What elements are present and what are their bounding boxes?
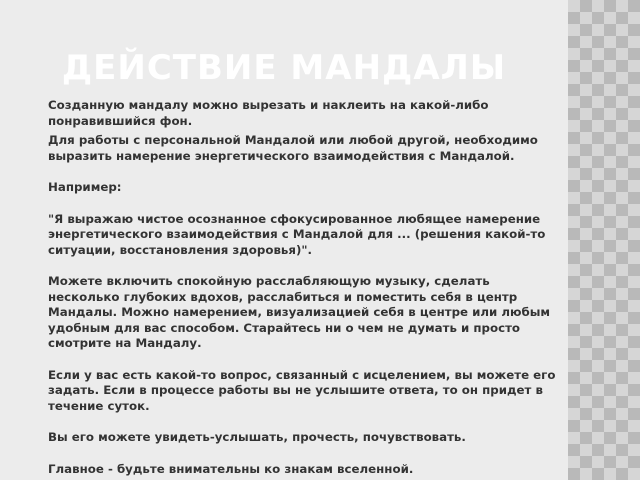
paragraph-music: Можете включить спокойную расслабляющую музыку, сделать несколько глубоких вдохов, расслабиться и поместить себя в центр Мандалы. Можно намерением, визуализацией себя в центре или любым удобным для вас способом. Старайтесь ни о чем не думать и просто смотрите на Мандалу. xyxy=(48,274,551,350)
paragraph-question: Если у вас есть какой-то вопрос, связанный с исцелением, вы можете его задать. Если в процессе работы вы не услышите ответа, то он придет в течение суток. xyxy=(48,367,556,413)
paragraph-main: Главное - будьте внимательны ко знакам вселенной. xyxy=(48,461,414,476)
decorative-side-pattern xyxy=(568,0,640,480)
paragraph-1: Созданную мандалу можно вырезать и наклеить на какой-либо понравившийся фон. xyxy=(48,98,489,128)
paragraph-intention-quote: "Я выражаю чистое осознанное сфокусированное любящее намерение энергетического взаимодействия с Мандалой для ... (решения какой-то ситуации, восстановления здоровья)". xyxy=(48,211,546,257)
paragraph-2: Для работы с персональной Мандалой или любой другой, необходимо выразить намерение энергетического взаимодействия с Мандалой. xyxy=(48,133,538,163)
paragraph-perceive: Вы его можете увидеть-услышать, прочесть, почувствовать. xyxy=(48,430,466,444)
slide-body xyxy=(48,98,564,481)
slide-title: ДЕЙСТВИЕ МАНДАЛЫ xyxy=(61,48,507,88)
paragraph-example-label: Например: xyxy=(48,180,122,194)
